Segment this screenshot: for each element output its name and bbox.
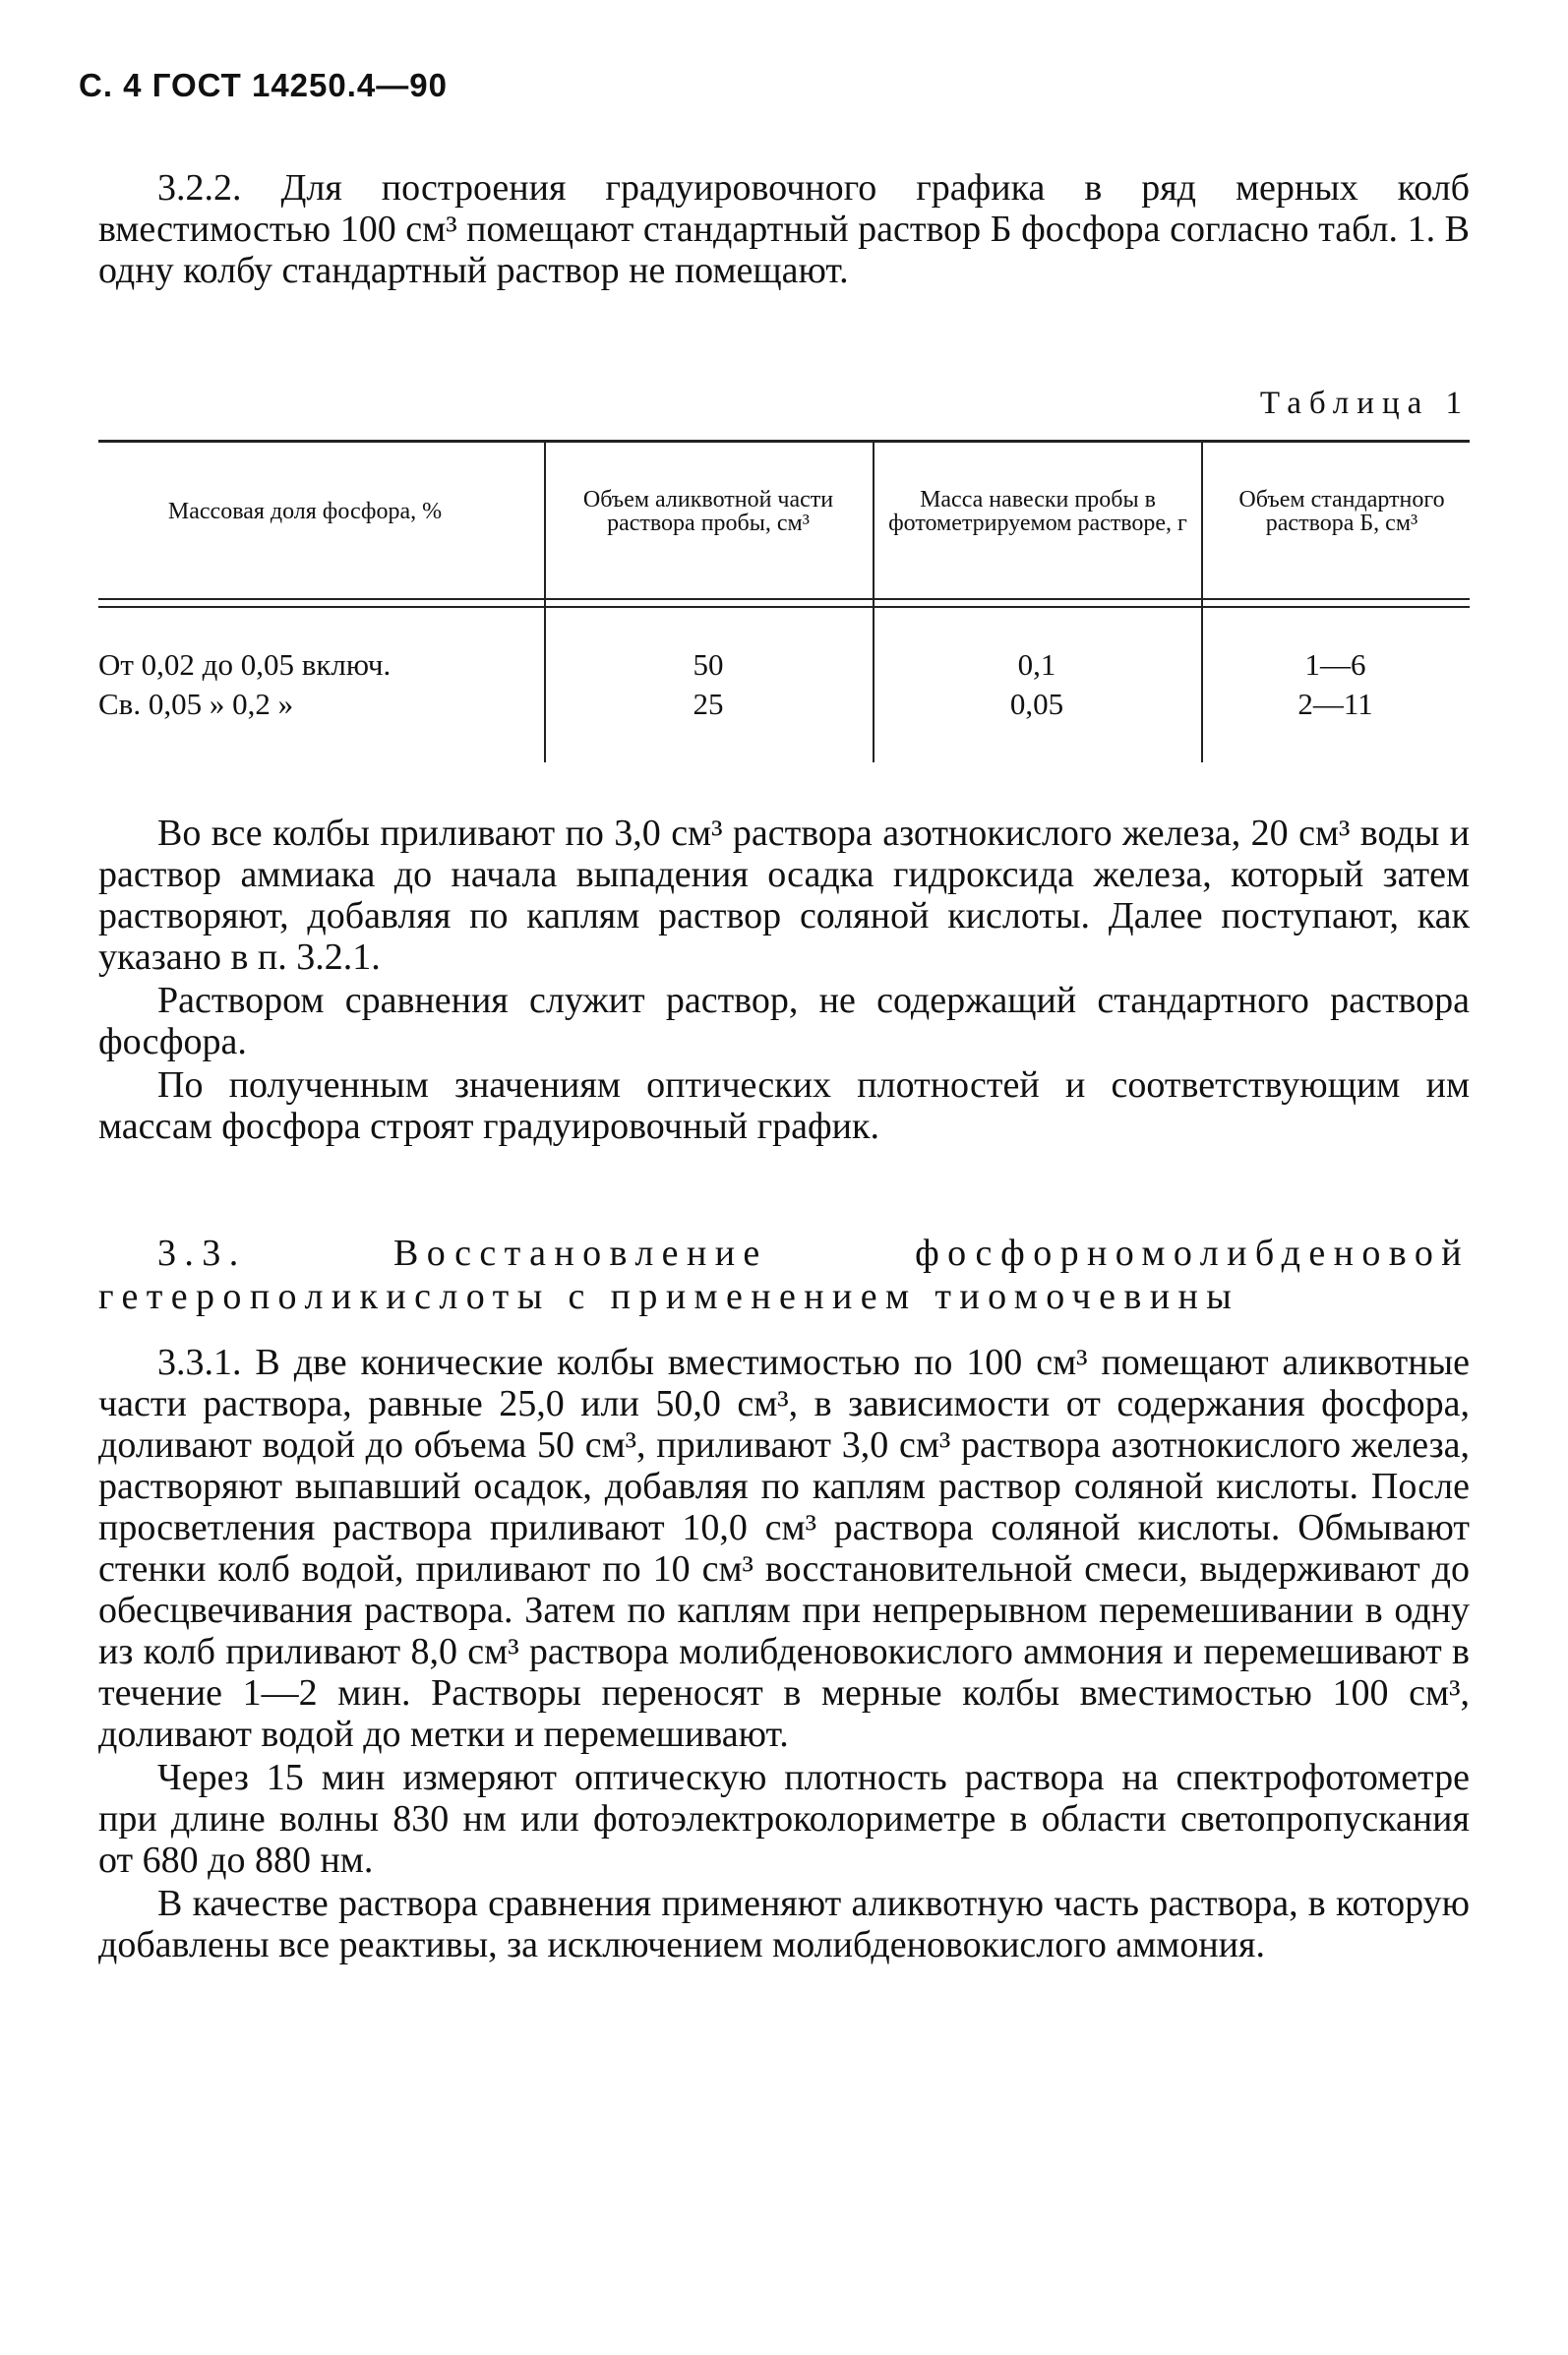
table-header-cell: Объем стандартного раствора Б, см³ bbox=[1238, 487, 1445, 536]
table-header-cell: Массовая доля фосфора, % bbox=[167, 499, 443, 524]
page-header: С. 4 ГОСТ 14250.4—90 bbox=[79, 67, 448, 103]
paragraph-text: В качестве раствора сравнения применяют аликвотную часть раствора, в которую добавлены все реактивы, за исключением молибденовокислого аммония. bbox=[98, 1883, 1470, 1965]
table-header-rule-2 bbox=[98, 606, 1470, 608]
table-cell: 25 bbox=[693, 687, 724, 721]
section-3-3-body bbox=[98, 1342, 1470, 1967]
paragraph-text: 3.2.2. Для построения градуировочного графика в ряд мерных колб вместимостью 100 см³ помещают стандартный раствор Б фосфора согласно табл. 1. В одну колбу стандартный раствор не помещают. bbox=[98, 167, 1470, 291]
section-heading-3-3: 3.3. Восстановление фосфорномолибденовой гетерополикислоты с применением тиомочевины bbox=[98, 1233, 1470, 1317]
table-cell: 0,1 bbox=[1017, 647, 1056, 682]
table-cell: 1—6 bbox=[1304, 647, 1366, 682]
table-header-cell: Объем аликвотной части раствора пробы, см³ bbox=[582, 487, 834, 536]
table-cell: Св. 0,05 » 0,2 » bbox=[98, 687, 294, 721]
paragraphs-after-table bbox=[98, 813, 1470, 1149]
paragraph-text: По полученным значениям оптических плотностей и соответствующим им массам фосфора строят градуировочный график. bbox=[98, 1064, 1470, 1147]
table-cell: 2—11 bbox=[1297, 687, 1373, 721]
paragraph-3-2-2 bbox=[98, 167, 1470, 291]
table-top-rule bbox=[98, 440, 1470, 443]
table-cell: 0,05 bbox=[1009, 687, 1064, 721]
paragraph-text: Во все колбы приливают по 3,0 см³ раствора азотнокислого железа, 20 см³ воды и раствор аммиака до начала выпадения осадка гидроксида железа, который затем растворяют, добавляя по каплям раствор соляной кислоты. Далее поступают, как указано в п. 3.2.1. bbox=[98, 813, 1470, 978]
table-cell: От 0,02 до 0,05 включ. bbox=[98, 647, 392, 682]
table-cell: 50 bbox=[693, 647, 724, 682]
paragraph-text: 3.3.1. В две конические колбы вместимостью по 100 см³ помещают аликвотные части раствора, равные 25,0 или 50,0 см³, в зависимости от содержания фосфора, доливают водой до объема 50 см³, приливают 3,0 см³ раствора азотнокислого железа, растворяют выпавший осадок, добавляя по каплям раствор соляной кислоты. После просветления раствора приливают 10,0 см³ раствора соляной кислоты. Обмывают стенки колб водой, приливают по 10 см³ восстановительной смеси, выдерживают до обесцвечивания раствора. Затем по каплям при непрерывном перемешивании в одну из колб приливают 8,0 см³ раствора молибденовокислого аммония и перемешивают в течение 1—2 мин. Растворы переносят в мерные колбы вместимостью 100 см³, доливают водой до метки и перемешивают. bbox=[98, 1342, 1470, 1755]
table-header-rule-1 bbox=[98, 598, 1470, 600]
table-caption: Таблица 1 bbox=[1259, 386, 1470, 421]
paragraph-text: Через 15 мин измеряют оптическую плотность раствора на спектрофотометре при длине волны 830 нм или фотоэлектроколориметре в области светопропускания от 680 до 880 нм. bbox=[98, 1757, 1470, 1881]
paragraph-text: Раствором сравнения служит раствор, не содержащий стандартного раствора фосфора. bbox=[98, 980, 1470, 1062]
table-header-cell: Масса навески пробы в фотометрируемом растворе, г bbox=[888, 487, 1187, 536]
